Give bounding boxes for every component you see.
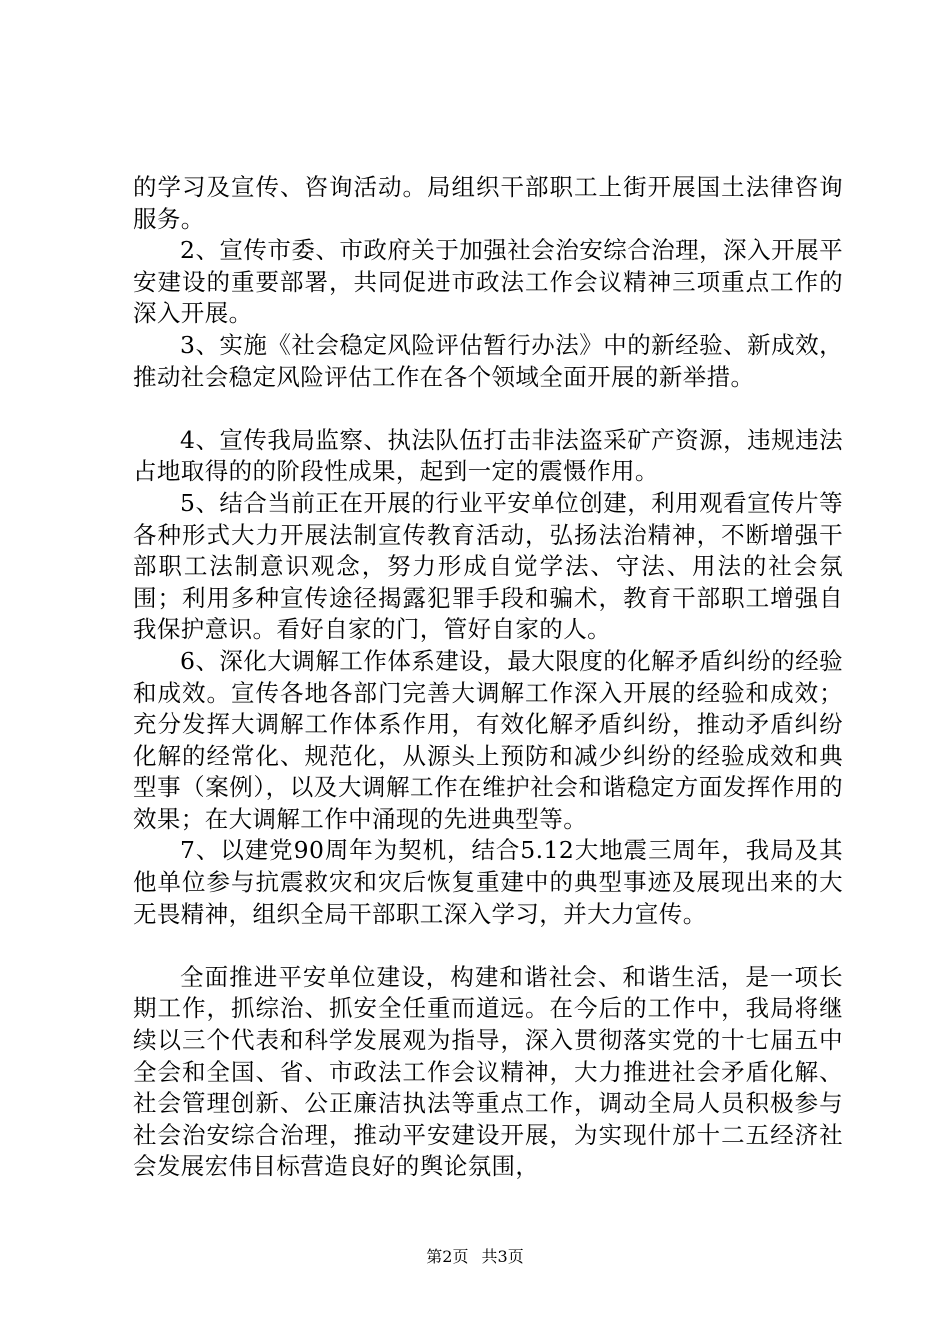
page-total: 共3页 bbox=[481, 1247, 524, 1266]
page-number: 第2页 bbox=[426, 1247, 469, 1266]
paragraph-item-3: 3、实施《社会稳定风险评估暂行办法》中的新经验、新成效，推动社会稳定风险评估工作在各个领域全面开展的新举措。 bbox=[133, 330, 843, 391]
paragraph-item-4: 4、宣传我局监察、执法队伍打击非法盗采矿产资源，违规违法占地取得的的阶段性成果，起到一定的震慑作用。 bbox=[133, 425, 843, 486]
paragraph-continuation: 的学习及宣传、咨询活动。局组织干部职工上街开展国土法律咨询服务。 bbox=[133, 173, 843, 233]
page-footer bbox=[0, 1244, 950, 1267]
paragraph-conclusion: 全面推进平安单位建设，构建和谐社会、和谐生活，是一项长期工作，抓综治、抓安全任重而道远。在今后的工作中，我局将继续以三个代表和科学发展观为指导，深入贯彻落实党的十七届五中全会和全国、省、市政法工作会议精神，大力推进社会矛盾化解、社会管理创新、公正廉洁执法等重点工作，调动全局人员积极参与社会治安综合治理，推动平安建设开展，为实现什邡十二五经济社会发展宏伟目标营造良好的舆论氛围， bbox=[133, 962, 843, 1181]
paragraph-item-7: 7、以建党90周年为契机，结合5.12大地震三周年，我局及其他单位参与抗震救灾和灾后恢复重建中的典型事迹及展现出来的大无畏精神，组织全局干部职工深入学习，并大力宣传。 bbox=[133, 836, 843, 928]
paragraph-item-6: 6、深化大调解工作体系建设，最大限度的化解矛盾纠纷的经验和成效。宣传各地各部门完善大调解工作深入开展的经验和成效；充分发挥大调解工作体系作用，有效化解矛盾纠纷，推动矛盾纠纷化解的经常化、规范化，从源头上预防和减少纠纷的经验成效和典型事（案例），以及大调解工作在维护社会和谐稳定方面发挥作用的效果；在大调解工作中涌现的先进典型等。 bbox=[133, 646, 843, 833]
document-body bbox=[133, 172, 843, 1183]
paragraph-gap bbox=[133, 930, 843, 962]
paragraph-item-5: 5、结合当前正在开展的行业平安单位创建，利用观看宣传片等各种形式大力开展法制宣传教育活动，弘扬法治精神，不断增强干部职工法制意识观念，努力形成自觉学法、守法、用法的社会氛围；利用多种宣传途径揭露犯罪手段和骗术，教育干部职工增强自我保护意识。看好自家的门，管好自家的人。 bbox=[133, 488, 843, 644]
paragraph-item-2: 2、宣传市委、市政府关于加强社会治安综合治理，深入开展平安建设的重要部署，共同促进市政法工作会议精神三项重点工作的深入开展。 bbox=[133, 236, 843, 328]
paragraph-gap bbox=[133, 393, 843, 425]
